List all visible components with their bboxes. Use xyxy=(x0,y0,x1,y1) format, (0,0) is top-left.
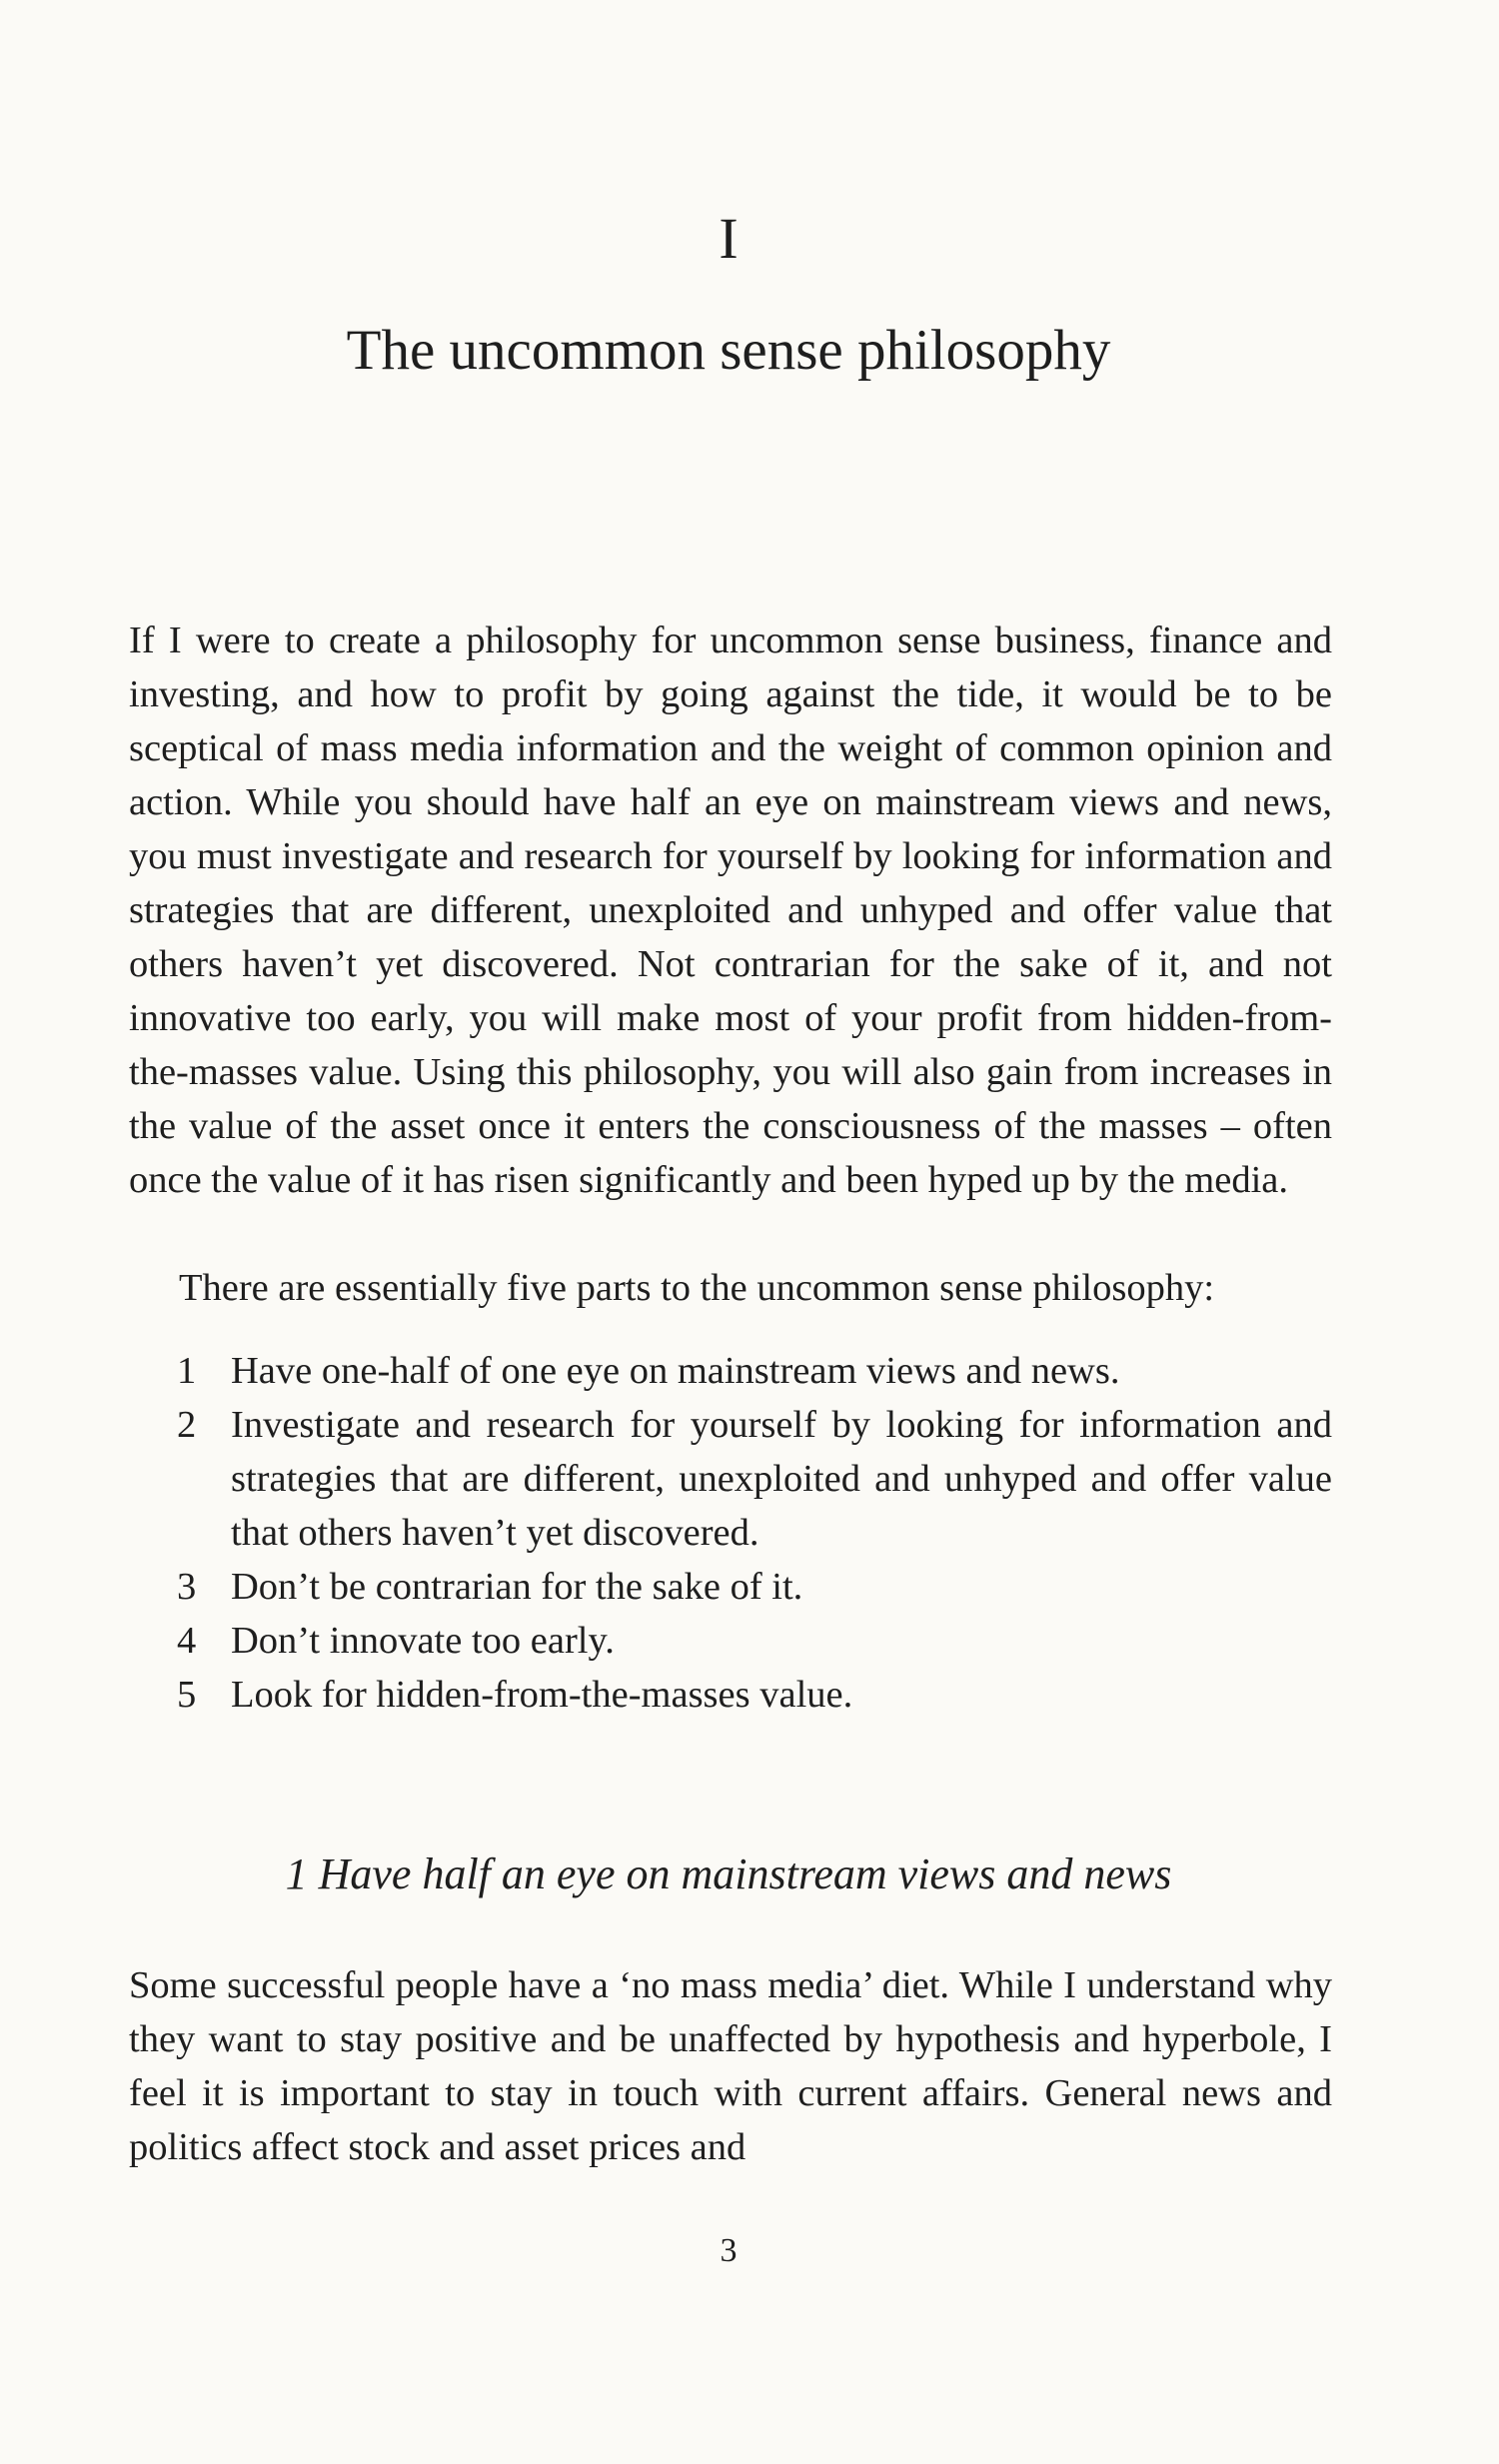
list-item-number: 1 xyxy=(177,1350,197,1392)
page-number: 3 xyxy=(720,2232,738,2269)
list-item xyxy=(129,1668,1332,1722)
list-item-number: 4 xyxy=(177,1620,197,1662)
list-item-text: Don’t be contrarian for the sake of it. xyxy=(231,1566,803,1608)
list-item-text: Investigate and research for yourself by looking for information and strategies that are different, unexploited and unhyped and offer value that others haven’t yet discovered. xyxy=(231,1404,1332,1554)
chapter-title: The uncommon sense philosophy xyxy=(346,319,1111,382)
list-item-number: 3 xyxy=(177,1566,197,1608)
chapter-number: I xyxy=(719,206,739,271)
list-item-text: Look for hidden-from-the-masses value. xyxy=(231,1674,853,1716)
list-item-text: Have one-half of one eye on mainstream views and news. xyxy=(231,1350,1120,1392)
list-item-text: Don’t innovate too early. xyxy=(231,1620,615,1662)
list-item xyxy=(129,1398,1332,1560)
list-item-number: 2 xyxy=(177,1404,197,1446)
list-item xyxy=(129,1560,1332,1614)
list-item xyxy=(129,1344,1332,1398)
list-intro-paragraph: There are essentially five parts to the uncommon sense philosophy: xyxy=(179,1267,1215,1309)
section-paragraph: Some successful people have a ‘no mass media’ diet. While I understand why they want to stay positive and be unaffected by hypothesis and hyperbole, I feel it is important to stay in touch with current affairs. General news and politics affect stock and asset prices and xyxy=(129,1964,1332,2168)
philosophy-parts-list xyxy=(129,1344,1332,1722)
section-heading: 1 Have half an eye on mainstream views and news xyxy=(285,1849,1172,1898)
intro-paragraph: If I were to create a philosophy for uncommon sense business, finance and investing, and how to profit by going against the tide, it would be to be sceptical of mass media information and the weight of common opinion and action. While you should have half an eye on mainstream views and news, you must investigate and research for yourself by looking for information and strategies that are different, unexploited and unhyped and offer value that others haven’t yet discovered. Not contrarian for the sake of it, and not innovative too early, you will make most of your profit from hidden-from-the-masses value. Using this philosophy, you will also gain from increases in the value of the asset once it enters the consciousness of the masses – often once the value of it has risen significantly and been hyped up by the media. xyxy=(129,619,1332,1201)
list-item-number: 5 xyxy=(177,1674,197,1716)
list-item xyxy=(129,1614,1332,1668)
